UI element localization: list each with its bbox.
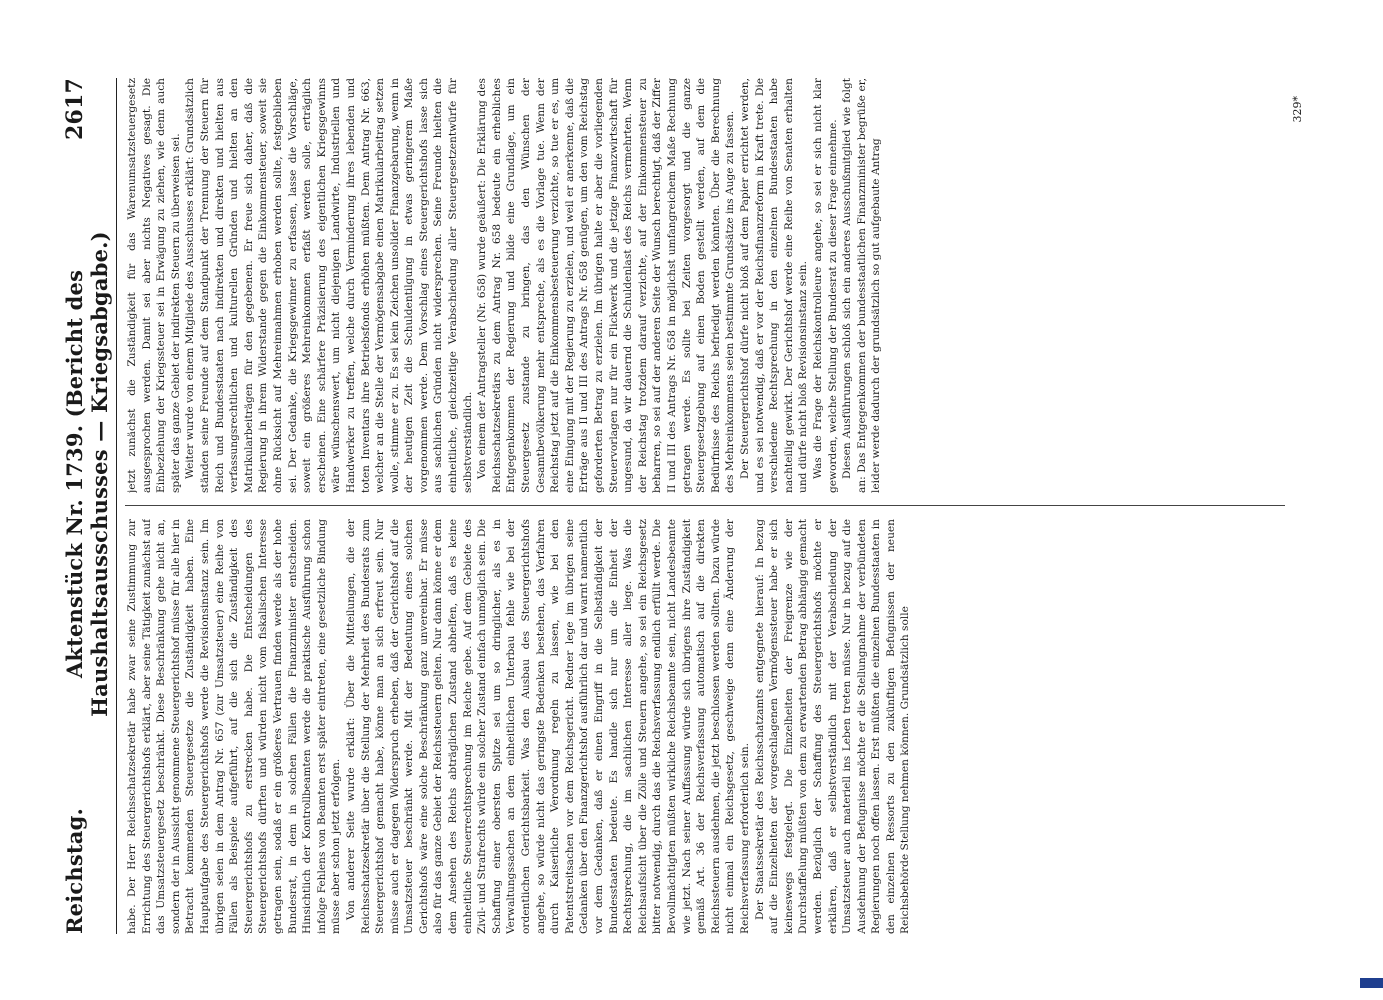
paragraph: Der Staatssekretär des Reichsschatzamts entgegnete hierauf: In bezug auf die Einzelheiten der vorgeschlagenen Vermögenssteuer habe er sich keineswegs festgelegt. Die Einzelheiten der Freigrenze wie der Durchstaffelung müßten von dem zu erwartenden Betrag abhängig gemacht werden. Bezüglich der Schaffung des Steuergerichtshofs möchte er erklären, daß er selbstverständlich mit der Verabschiedung der Umsatzsteuer auch materiell ins Leben treten müsse. Nur in bezug auf die Ausdehnung der Befugnisse möchte er die Stellungnahme der verbündeten Regierungen noch offen lassen. Erst müßten die einzelnen Bundesstaaten in den einzelnen Ressorts zu den zukünftigen Befugnissen der neuen Reichsbehörde Stellung nehmen können. Grundsätzlich solle (753, 519, 912, 934)
paragraph: jetzt zunächst die Zuständigkeit für das Warenumsatzsteuergesetz ausgesprochen werden. Damit sei aber nichts Negatives gesagt. Die Einbeziehung der Kriegssteuer sei in Erwägung zu ziehen, wie denn auch später das ganze Gebiet der indirekten Steuern zu überweisen sei. (126, 78, 182, 493)
text-columns (125, 78, 1285, 934)
printer-signature: 329* (1291, 96, 1304, 123)
page-header (62, 78, 117, 934)
paragraph: habe. Der Herr Reichsschatzsekretär habe zwar seine Zustimmung zur Errichtung des Steuergerichtshofs erklärt, aber seine Tätigkeit zunächst auf das Umsatzsteuergesetz beschränkt. Diese Beschränkung gehe nicht an, sondern der in Aussicht genommene Steuergerichtshof müsse für alle hier in Betracht kommenden Steuergesetze die Zuständigkeit haben. Eine Hauptaufgabe des Steuergerichtshofs werde die Revisionsinstanz sein. Im übrigen seien in dem Antrag Nr. 657 (zur Umsatzsteuer) eine Reihe von Fällen als Beispiele aufgeführt, auf die sich die Zuständigkeit des Steuergerichtshofs zu erstrecken habe. Die Entscheidungen des Steuergerichtshofs dürften und würden nicht vom fiskalischen Interesse getragen sein, sodaß er ein größeres Vertrauen finden werde als der hohe Bundesrat, in dem in solchen Fällen die Finanzminister entscheiden. Hinsichtlich der Kontrollbeamten werde die praktische Ausführung schon infolge Fehlens von Beamten erst später eintreten, eine gesetzliche Bindung müsse aber schon jetzt erfolgen. (126, 519, 343, 934)
header-left: Reichstag. (62, 808, 87, 934)
paragraph: Der Steuergerichtshof dürfe nicht bloß auf dem Papier errichtet werden, und es sei notwendig, daß er vor der Reichsfinanzreform in Kraft trete. Die verschiedene Rechtsprechung in den einzelnen Bundesstaaten habe nachteilig gewirkt. Der Gerichtshof werde eine Reihe von Senaten erhalten und dürfe nicht bloß Revisionsinstanz sein. (738, 78, 810, 493)
column-divider (125, 505, 1285, 506)
digitization-note (1366, 8, 1380, 992)
page-number: 2617 (62, 78, 88, 141)
paragraph: Von einem der Antragsteller (Nr. 658) wurde geäußert: Die Erklärung des Reichsschatzsekretärs zu dem Antrag Nr. 658 bedeute ein erhebliches Entgegenkommen der Regierung und bilde eine Grundlage, um ein Steuergesetz zustande zu bringen, das den Wünschen der Gesamtbevölkerung mehr entspreche, als es die Vorlage tue. Wenn der Reichstag jetzt auf die Einkommensbesteuerung verzichte, so tue er es, um eine Einigung mit der Regierung zu erzielen, und weil er anerkenne, daß die Erträge aus II und III des Antrags Nr. 658 genügen, um den vom Reichstag geforderten Betrag zu erzielen. Im übrigen halte er aber die vorliegenden Steuervorlagen nur für ein Flickwerk und die jetzige Finanzwirtschaft für ungesund, da wir dauernd die Schuldenlast des Reichs vermehrten. Wenn der Reichstag trotzdem darauf verzichte, auf der Einkommensteuer zu beharren, so sei auf der anderen Seite der Wunsch berechtigt, daß der Ziffer II und III des Antrags Nr. 658 in möglichst umfangreichem Maße Rechnung getragen werde. Es sollte bei Zeiten vorgesorgt und die ganze Steuergesetzgebung auf einen Boden gestellt werden, auf dem die Bedürfnisse des Reichs befriedigt werden könnten. Über die Berechnung des Mehreinkommens seien bestimmte Grundsätze ins Auge zu fassen. (476, 78, 737, 493)
paragraph: Diesen Ausführungen schloß sich ein anderes Ausschußmitglied wie folgt an: Das Entgegenkommen der bundesstaatlichen Finanzminister begrüße er, leider werde dadurch der grundsätzlich so gut aufgebaute Antrag (841, 78, 883, 493)
paragraph: Von anderer Seite wurde erklärt: Über die Mitteilungen, die der Reichsschatzsekretär über die Stellung der Mehrheit des Bundesrats zum Steuergerichtshof gemacht habe, könne man an sich erfreut sein. Nur müsse auch er dagegen Widerspruch erheben, daß der Gerichtshof auf die Umsatzsteuer beschränkt werde. Mit der Bedeutung eines solchen Gerichtshofs wäre eine solche Beschränkung ganz unvereinbar. Er müsse also für das ganze Gebiet der Reichssteuern gelten. Nur dann könne er dem dem Ansehen des Reichs abträglichen Zustand abhelfen, daß es keine einheitliche Steuerrechtsprechung im Reiche gebe. Auf dem Gebiete des Zivil- und Strafrechts würde ein solcher Zustand einfach unmöglich sein. Die Schaffung einer obersten Spitze sei um so dringlicher, als es in Verwaltungssachen an dem einheitlichen Unterbau fehle wie bei der ordentlichen Gerichtsbarkeit. Was den Ausbau des Steuergerichtshofs angehe, so würde nicht das geringste Bedenken bestehen, das Verfahren durch Kaiserliche Verordnung regeln zu lassen, wie bei den Patentstreitsachen vor dem Reichsgericht. Redner lege im übrigen seine Gedanken über den Finanzgerichtshof ausführlich dar und warnt namentlich vor dem Gedanken, daß er einen Eingriff in die Selbständigkeit der Bundesstaaten bedeute. Es handle sich nur um die Einheit der Rechtsprechung, die im sachlichen Interesse aller liege. Was die Reichsaufsicht über die Zölle und Steuern angehe, so sei ein Reichsgesetz bitter notwendig, durch das die Reichsverfassung endlich erfüllt werde. Die Bevollmächtigten müßten wirkliche Reichsbeamte sein, nicht Landesbeamte wie jetzt. Nach seiner Auffassung würde sich übrigens ihre Zuständigkeit gemäß Art. 36 der Reichsverfassung automatisch auf die direkten Reichssteuern ausdehnen, die jetzt beschlossen werden sollten. Dazu würde nicht einmal ein Reichsgesetz, geschweige denn eine Änderung der Reichsverfassung erforderlich sein. (344, 519, 751, 934)
header-title: Aktenstück Nr. 1739. (Bericht des Haushaltsausschusses — Kriegsabgabe.) (62, 231, 112, 717)
right-column (125, 78, 1285, 493)
dfg-logo (1360, 978, 1383, 988)
left-column (125, 519, 1285, 934)
paragraph: Weiter wurde von einem Mitgliede des Ausschusses erklärt: Grundsätzlich ständen seine Freunde auf dem Standpunkt der Trennung der Steuern für Reich und Bundesstaaten nach indirekten und direkten und hielten aus verfassungsrechtlichen und kulturellen Gründen und hielten an den Matrikularbeiträgen für den gegebenen. Er freue sich daher, daß die Regierung in ihrem Widerstande gegen die Einkommensteuer, soweit sie ohne Rücksicht auf Mehreinnahmen erhoben werden sollte, festgeblieben sei. Der Gedanke, die Kriegsgewinner zu erfassen, lasse die Vorschläge, soweit ein größeres Mehreinkommen erfaßt werden solle, erträglich erscheinen. Eine schärfere Präzisierung des eigentlichen Kriegsgewinns wäre wünschenswert, um nicht diejenigen Landwirte, Industriellen und Handwerker zu treffen, welche durch Verminderung ihres lebenden und toten Inventars ihre Betriebsfonds erhöhen müßten. Dem Antrag Nr. 663, welcher an die Stelle der Vermögensabgabe einen Matrikularbeitrag setzen wolle, stimme er zu. Es sei kein Zeichen unsolider Finanzgebarung, wenn in der heutigen Zeit die Schuldentilgung in etwas geringerem Maße vorgenommen werde. Dem Vorschlag eines Steuergerichtshofs lasse sich aus sachlichen Gründen nicht widersprechen. Seine Freunde hielten die einheitliche, gleichzeitige Verabschiedung aller Steuergesetzentwürfe für selbstverständlich. (184, 78, 474, 493)
paragraph: Was die Frage der Reichskontrolleure angehe, so sei er sich nicht klar geworden, welche Stellung der Bundesrat zu dieser Frage einnehme. (811, 78, 839, 493)
